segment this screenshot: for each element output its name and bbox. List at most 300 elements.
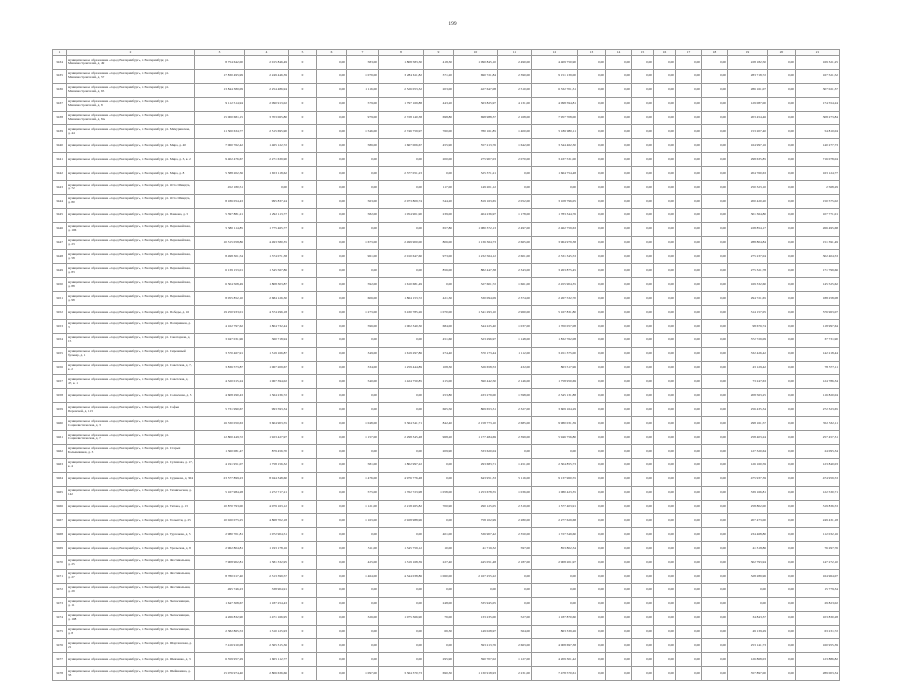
value-cell: 1 374 071,38 — [245, 250, 289, 264]
address-cell: муниципальное образование «город Екатеринбург», г. Екатеринбург, ул. Мира, д. 40 — [67, 139, 195, 153]
value-cell: 253,80 — [424, 389, 454, 403]
value-cell: 0,00 — [424, 167, 454, 181]
value-cell: 103 830,28 — [796, 611, 840, 625]
value-cell: 2 684 126,30 — [245, 292, 289, 306]
value-cell: 19 250 933,01 — [195, 306, 245, 320]
value-cell: 23 577 899,23 — [195, 472, 245, 486]
value-cell: 2 304 855,73 — [532, 458, 578, 472]
value-cell: 863 517,96 — [532, 361, 578, 375]
value-cell: 0,00 — [578, 611, 606, 625]
value-cell: 0,00 — [578, 222, 606, 236]
value-cell: 0,00 — [606, 444, 632, 458]
table-row — [53, 236, 840, 250]
value-cell: 17 830 495,99 — [195, 69, 245, 83]
value-cell: 2 806 636,66 — [245, 667, 289, 681]
value-cell: 0,00 — [654, 264, 676, 278]
value-cell: 0,00 — [317, 208, 347, 222]
value-cell: 0,00 — [347, 403, 379, 417]
value-cell: 5 588 202,36 — [195, 167, 245, 181]
value-cell: 15 000 681,15 — [195, 111, 245, 125]
value-cell: 2 298 345,48 — [379, 431, 424, 445]
value-cell: 1 464,00 — [347, 569, 379, 583]
value-cell: 2 928 988,96 — [379, 514, 424, 528]
value-cell: 0,00 — [578, 389, 606, 403]
value-cell: 169 321,25 — [796, 56, 840, 70]
value-cell: 0,00 — [768, 361, 796, 375]
address-cell: муниципальное образование «город Екатеринбург», г. Екатеринбург, ул. Фестивальная, д. 29 — [67, 583, 195, 597]
value-cell: 0 — [289, 319, 317, 333]
value-cell: 0,00 — [728, 583, 768, 597]
value-cell: 0,00 — [654, 597, 676, 611]
value-cell: 2 319,00 — [498, 500, 532, 514]
value-cell: 0,00 — [632, 181, 654, 195]
value-cell: 118 997,64 — [796, 319, 840, 333]
value-cell: 0,00 — [379, 389, 424, 403]
value-cell: 8 186 054,43 — [195, 194, 245, 208]
value-cell: 9 137 960,55 — [532, 472, 578, 486]
value-cell: 863 339,26 — [532, 625, 578, 639]
value-cell: 0,00 — [654, 153, 676, 167]
value-cell: 4 162 797,62 — [195, 319, 245, 333]
value-cell: 298 161,57 — [728, 417, 768, 431]
value-cell: 129 087,00 — [728, 97, 768, 111]
value-cell: 0,00 — [768, 597, 796, 611]
value-cell: 0,00 — [606, 653, 632, 667]
value-cell: 0,00 — [498, 583, 532, 597]
value-cell: 0,00 — [606, 569, 632, 583]
table-row — [53, 208, 840, 222]
value-cell: 1 727 549,60 — [532, 528, 578, 542]
value-cell: 1 345 759,12 — [379, 542, 424, 556]
value-cell: 2 167 255,22 — [454, 569, 498, 583]
row-index-cell: 3438 — [53, 111, 67, 125]
value-cell: 0,00 — [632, 167, 654, 181]
value-cell: 0,00 — [654, 347, 676, 361]
row-index-cell: 3446 — [53, 222, 67, 236]
value-cell: 0,00 — [676, 139, 702, 153]
value-cell: 3 451 375,00 — [532, 347, 578, 361]
value-cell: 842,40 — [424, 417, 454, 431]
value-cell: 0,00 — [676, 361, 702, 375]
value-cell: 371,20 — [424, 69, 454, 83]
value-cell: 1 564 236,72 — [245, 389, 289, 403]
value-cell: 1 519 166,87 — [245, 347, 289, 361]
value-cell: 0,00 — [632, 111, 654, 125]
value-cell: 2 168,00 — [498, 111, 532, 125]
value-cell: 11 500 634,77 — [195, 125, 245, 139]
value-cell: 0,00 — [632, 333, 654, 347]
table-row — [53, 431, 840, 445]
value-cell: 0,00 — [768, 569, 796, 583]
value-cell: 250 323,10 — [728, 181, 768, 195]
value-cell: 0,00 — [379, 222, 424, 236]
value-cell: 0 — [289, 431, 317, 445]
value-cell: 540,00 — [347, 375, 379, 389]
value-cell: 0,00 — [606, 500, 632, 514]
value-cell: 0,00 — [676, 597, 702, 611]
value-cell: 0,00 — [317, 222, 347, 236]
value-cell: 0,00 — [654, 375, 676, 389]
column-number-header: 4 — [245, 50, 289, 56]
value-cell: 0,00 — [654, 389, 676, 403]
value-cell: 0,00 — [702, 458, 728, 472]
value-cell: 1 577 403,91 — [532, 500, 578, 514]
value-cell: 1 802 997,22 — [379, 458, 424, 472]
value-cell: 0,00 — [578, 639, 606, 653]
row-index-cell: 3473 — [53, 597, 67, 611]
value-cell: 0,00 — [578, 556, 606, 570]
value-cell: 0,00 — [317, 153, 347, 167]
value-cell: 0,00 — [578, 264, 606, 278]
value-cell: 590 442,50 — [454, 375, 498, 389]
value-cell: 0,00 — [317, 431, 347, 445]
value-cell: 0,00 — [578, 653, 606, 667]
table-row — [53, 500, 840, 514]
value-cell: 295,90 — [424, 653, 454, 667]
value-cell: 0,00 — [768, 458, 796, 472]
row-index-cell: 3468 — [53, 528, 67, 542]
value-cell: 1 067 209,67 — [245, 361, 289, 375]
value-cell: 24 095,34 — [796, 444, 840, 458]
value-cell: 0,00 — [702, 639, 728, 653]
value-cell: 0,00 — [317, 347, 347, 361]
address-cell: муниципальное образование «город Екатеринбург», г. Екатеринбург, ул. Челюскинцев, д. 108 — [67, 611, 195, 625]
value-cell: 0,00 — [768, 222, 796, 236]
address-cell: муниципальное образование «город Екатеринбург», г. Екатеринбург, ул. Сиреневый бульвар, д. 1 — [67, 347, 195, 361]
value-cell: 0,00 — [606, 528, 632, 542]
value-cell: 0,00 — [606, 69, 632, 83]
value-cell: 2 746 759,97 — [379, 125, 424, 139]
value-cell: 0,00 — [768, 486, 796, 500]
row-index-cell: 3449 — [53, 264, 67, 278]
value-cell: 0 — [289, 556, 317, 570]
value-cell: 1 758 950,69 — [532, 375, 578, 389]
value-cell: 1 130 918,93 — [454, 667, 498, 681]
address-cell: муниципальное образование «город Екатеринбург», г. Екатеринбург, ул. Панкова, д. 5 — [67, 208, 195, 222]
value-cell: 0,00 — [768, 97, 796, 111]
address-cell: муниципальное образование «город Екатеринбург», г. Екатеринбург, ул. Машиностроителей, д. 65 — [67, 83, 195, 97]
value-cell: 0,00 — [654, 111, 676, 125]
value-cell: 0,00 — [578, 347, 606, 361]
value-cell: 0,00 — [606, 639, 632, 653]
value-cell: 4 320 015,24 — [195, 375, 245, 389]
value-cell: 421,30 — [424, 292, 454, 306]
value-cell: 0,00 — [632, 56, 654, 70]
address-cell: муниципальное образование «город Екатеринбург», г. Екатеринбург, ул. Советская, д. 47, к. 1 — [67, 375, 195, 389]
value-cell: 107 771,01 — [796, 208, 840, 222]
value-cell: 2 271 639,90 — [245, 153, 289, 167]
value-cell: 0,00 — [606, 125, 632, 139]
value-cell: 0,00 — [702, 417, 728, 431]
value-cell: 4 079 163,12 — [245, 500, 289, 514]
value-cell: 0,00 — [768, 167, 796, 181]
column-number-header: 1 — [53, 50, 67, 56]
table-row — [53, 361, 840, 375]
value-cell: 0,00 — [654, 56, 676, 70]
value-cell: 0,00 — [768, 583, 796, 597]
value-cell: 0,00 — [702, 347, 728, 361]
value-cell: 10 020 075,25 — [195, 514, 245, 528]
table-row — [53, 417, 840, 431]
value-cell: 5 731 990,67 — [195, 403, 245, 417]
value-cell: 0,00 — [702, 125, 728, 139]
value-cell: 0,00 — [578, 83, 606, 97]
value-cell: 0,00 — [606, 597, 632, 611]
value-cell: 171 799,66 — [796, 264, 840, 278]
value-cell: 248,00 — [424, 597, 454, 611]
value-cell: 0,00 — [317, 361, 347, 375]
value-cell: 0,00 — [632, 528, 654, 542]
address-cell: муниципальное образование «город Екатеринбург», г. Екатеринбург, ул. Тургенева, д. 5 — [67, 528, 195, 542]
value-cell: 4 008 697,38 — [532, 639, 578, 653]
address-cell: муниципальное образование «город Екатеринбург», г. Екатеринбург, ул. Первомайская, д. 106 — [67, 222, 195, 236]
value-cell: 2 499 900,00 — [379, 236, 424, 250]
value-cell: 227,40 — [424, 556, 454, 570]
address-cell: муниципальное образование «город Екатеринбург», г. Екатеринбург, ул. Машиностроителей, д. 8 — [67, 97, 195, 111]
value-cell: 0,00 — [578, 56, 606, 70]
value-cell: 1 605 112,77 — [245, 653, 289, 667]
value-cell: 2 685,00 — [498, 417, 532, 431]
value-cell: 0,00 — [317, 556, 347, 570]
value-cell: 0,00 — [702, 69, 728, 83]
value-cell: 8 780 017,40 — [195, 569, 245, 583]
value-cell: 2 515 695,90 — [245, 125, 289, 139]
value-cell: 302 404,53 — [796, 250, 840, 264]
column-number-header: 20 — [768, 50, 796, 56]
value-cell: 122 530,71 — [796, 486, 840, 500]
value-cell: 1 163,00 — [347, 514, 379, 528]
value-cell: 283 718,72 — [728, 69, 768, 83]
value-cell: 0,00 — [606, 458, 632, 472]
value-cell: 0,00 — [379, 597, 424, 611]
value-cell: 2 490,00 — [498, 56, 532, 70]
value-cell: 1 058,00 — [424, 486, 454, 500]
address-cell: муниципальное образование «город Екатеринбург», г. Екатеринбург, ул. Титова, д. 13 — [67, 500, 195, 514]
column-number-header: 6 — [317, 50, 347, 56]
value-cell: 0 — [289, 417, 317, 431]
value-cell: 806,00 — [424, 236, 454, 250]
value-cell: 0,00 — [702, 625, 728, 639]
value-cell: 239,00 — [424, 208, 454, 222]
value-cell: 79,00 — [424, 611, 454, 625]
value-cell: 9 112 514,94 — [195, 97, 245, 111]
value-cell: 2 146,00 — [498, 375, 532, 389]
value-cell: 0,00 — [676, 306, 702, 320]
address-cell: муниципальное образование «город Екатеринбург», г. Екатеринбург, ул. Шевченко, д. 3 — [67, 653, 195, 667]
table-row — [53, 542, 840, 556]
value-cell: 0 — [289, 69, 317, 83]
value-cell: 2 365 315,36 — [245, 639, 289, 653]
value-cell: 76 297,76 — [796, 542, 840, 556]
value-cell: 0 — [289, 278, 317, 292]
value-cell: 1 272 717,21 — [245, 486, 289, 500]
value-cell: 583,00 — [347, 56, 379, 70]
value-cell: 530 094,09 — [454, 292, 498, 306]
table-row — [53, 264, 840, 278]
value-cell: 0,00 — [632, 542, 654, 556]
value-cell: 581,00 — [347, 458, 379, 472]
value-cell: 575,00 — [347, 486, 379, 500]
value-cell: 126 868,03 — [728, 653, 768, 667]
table-row — [53, 667, 840, 681]
value-cell: 0,00 — [632, 278, 654, 292]
value-cell: 3 284 611,82 — [379, 69, 424, 83]
value-cell: 339 166,81 — [728, 486, 768, 500]
value-cell: 0,00 — [768, 306, 796, 320]
value-cell: 0,00 — [702, 194, 728, 208]
value-cell: 0,00 — [578, 431, 606, 445]
value-cell: 643 951,33 — [454, 472, 498, 486]
value-cell: 0,00 — [654, 292, 676, 306]
value-cell: 525 371,21 — [454, 167, 498, 181]
value-cell: 0,00 — [676, 208, 702, 222]
value-cell: 425,00 — [347, 556, 379, 570]
value-cell: 0,00 — [702, 667, 728, 681]
value-cell: 0,00 — [578, 292, 606, 306]
value-cell: 1 002 340,30 — [379, 319, 424, 333]
value-cell: 78 377,11 — [796, 361, 840, 375]
value-cell: 2 313 399,57 — [245, 569, 289, 583]
column-number-header: 13 — [578, 50, 606, 56]
value-cell: 0,00 — [632, 667, 654, 681]
value-cell: 1 121,00 — [347, 500, 379, 514]
row-index-cell: 3459 — [53, 403, 67, 417]
value-cell: 2 249 446,39 — [245, 69, 289, 83]
value-cell: 3 364 541,71 — [379, 417, 424, 431]
value-cell: 0,00 — [768, 139, 796, 153]
row-index-cell: 3474 — [53, 611, 67, 625]
value-cell: 593 213,76 — [454, 639, 498, 653]
value-cell: 0 — [289, 542, 317, 556]
value-cell: 544,20 — [424, 194, 454, 208]
value-cell: 116 820,04 — [796, 389, 840, 403]
value-cell: 0,00 — [317, 667, 347, 681]
value-cell: 2 052,00 — [498, 194, 532, 208]
value-cell: 49 139,29 — [728, 625, 768, 639]
value-cell: 0,00 — [424, 458, 454, 472]
value-cell: 0,00 — [632, 292, 654, 306]
value-cell: 0,00 — [676, 194, 702, 208]
value-cell: 0,00 — [606, 417, 632, 431]
address-cell: муниципальное образование «город Екатеринбург», г. Екатеринбург, ул. Первомайская, д. 88 — [67, 278, 195, 292]
value-cell: 275 907,03 — [454, 153, 498, 167]
value-cell: 0,00 — [702, 431, 728, 445]
value-cell: 8 044 348,60 — [245, 472, 289, 486]
value-cell: 606,00 — [347, 292, 379, 306]
table-row — [53, 556, 840, 570]
row-index-cell: 3441 — [53, 153, 67, 167]
value-cell: 0,00 — [379, 653, 424, 667]
column-number-header: 19 — [728, 50, 768, 56]
value-cell: 536 907,42 — [454, 528, 498, 542]
value-cell: 8 754 642,00 — [195, 56, 245, 70]
value-cell: 4 131,00 — [498, 97, 532, 111]
value-cell: 1 148,00 — [498, 333, 532, 347]
value-cell: 0,00 — [676, 458, 702, 472]
value-cell: 0,00 — [768, 514, 796, 528]
value-cell: 6 504 508,49 — [195, 278, 245, 292]
value-cell: 819 163,65 — [454, 194, 498, 208]
value-cell: 0,00 — [347, 639, 379, 653]
value-cell: 123 840,03 — [796, 458, 840, 472]
value-cell: 0,00 — [347, 583, 379, 597]
value-cell: 0,00 — [347, 653, 379, 667]
value-cell: 145 525,62 — [796, 278, 840, 292]
value-cell: 1 545 567,86 — [245, 264, 289, 278]
value-cell: 7 957 708,00 — [532, 111, 578, 125]
value-cell: 0,00 — [317, 514, 347, 528]
value-cell: 0,00 — [702, 278, 728, 292]
value-cell: 1 808 583,30 — [379, 56, 424, 70]
value-cell: 0,00 — [379, 528, 424, 542]
value-cell: 174 554,24 — [796, 97, 840, 111]
value-cell: 0,00 — [578, 417, 606, 431]
table-row — [53, 514, 840, 528]
value-cell: 4 574 296,18 — [245, 306, 289, 320]
table-row — [53, 528, 840, 542]
value-cell: 0,00 — [632, 653, 654, 667]
value-cell: 1 653 118,62 — [245, 167, 289, 181]
address-cell: муниципальное образование «город Екатеринбург», г. Екатеринбург, ул. Первомайская, д. 23 — [67, 236, 195, 250]
value-cell: 0,00 — [768, 111, 796, 125]
value-cell: 0,00 — [702, 486, 728, 500]
value-cell: 475 937,39 — [728, 472, 768, 486]
column-number-header: 10 — [454, 50, 498, 56]
address-cell: муниципальное образование «город Екатеринбург», г. Екатеринбург, ул. Фестивальная, д. 25 — [67, 556, 195, 570]
value-cell: 0,00 — [768, 250, 796, 264]
value-cell: 2 090 913,02 — [245, 97, 289, 111]
value-cell: 1 797 169,88 — [379, 97, 424, 111]
value-cell: 0,00 — [768, 653, 796, 667]
value-cell: 2 728 140,38 — [379, 111, 424, 125]
value-cell: 0 — [289, 500, 317, 514]
value-cell: 0,00 — [454, 583, 498, 597]
value-cell: 0,00 — [768, 528, 796, 542]
value-cell: 0,00 — [317, 278, 347, 292]
value-cell: 34 843,37 — [728, 611, 768, 625]
value-cell: 432,00 — [498, 361, 532, 375]
value-cell: 0,00 — [317, 611, 347, 625]
table-row — [53, 625, 840, 639]
value-cell: 0 — [289, 375, 317, 389]
value-cell: 1 177 484,69 — [454, 431, 498, 445]
value-cell: 0,00 — [578, 167, 606, 181]
value-cell: 0,00 — [578, 125, 606, 139]
value-cell: 3 263 875,45 — [532, 264, 578, 278]
value-cell: 665,50 — [424, 403, 454, 417]
value-cell: 208 563,25 — [728, 389, 768, 403]
value-cell: 0 — [289, 486, 317, 500]
table-row — [53, 306, 840, 320]
value-cell: 2 497,00 — [498, 222, 532, 236]
value-cell: 1 400,00 — [498, 125, 532, 139]
value-cell: 0,00 — [317, 653, 347, 667]
value-cell: 0,00 — [768, 431, 796, 445]
value-cell: 523 296,97 — [454, 333, 498, 347]
value-cell: 7 908 902,81 — [195, 556, 245, 570]
value-cell: 0 — [289, 653, 317, 667]
value-cell: 0 — [289, 194, 317, 208]
value-cell: 1 664 754,48 — [532, 167, 578, 181]
value-cell: 0 — [289, 347, 317, 361]
value-cell: 0,00 — [317, 569, 347, 583]
value-cell: 0,00 — [654, 83, 676, 97]
address-cell: муниципальное образование «город Екатеринбург», г. Екатеринбург, ул. Техническая, д. 142 — [67, 486, 195, 500]
value-cell: 0,00 — [317, 583, 347, 597]
row-index-cell: 3460 — [53, 417, 67, 431]
value-cell: 0,00 — [702, 153, 728, 167]
value-cell: 0,00 — [702, 653, 728, 667]
